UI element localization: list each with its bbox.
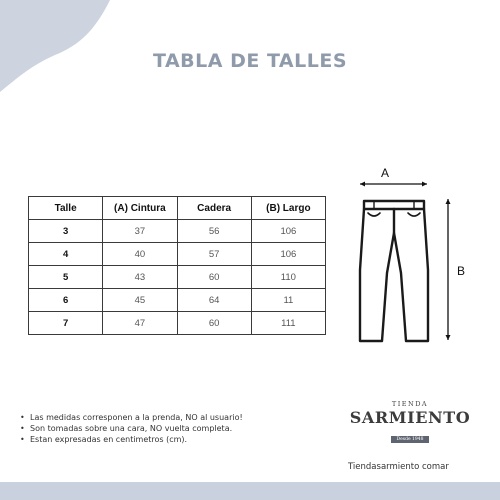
cell-talle: 5 bbox=[29, 266, 103, 289]
decorative-blob bbox=[0, 0, 120, 95]
length-arrow bbox=[446, 199, 451, 340]
cell-cintura: 40 bbox=[103, 243, 177, 266]
table-row bbox=[29, 243, 326, 266]
note-item: • Son tomadas sobre una cara, NO vuelta completa. bbox=[20, 423, 320, 434]
cell-cintura: 37 bbox=[103, 220, 177, 243]
table-header-row bbox=[29, 197, 326, 220]
note-item: • Las medidas corresponen a la prenda, NO al usuario! bbox=[20, 412, 320, 423]
cell-talle: 4 bbox=[29, 243, 103, 266]
logo-big-text: SARMIENTO bbox=[349, 408, 471, 427]
cell-largo: 106 bbox=[251, 243, 325, 266]
cell-largo: 106 bbox=[251, 220, 325, 243]
cell-talle: 7 bbox=[29, 312, 103, 335]
cell-talle: 6 bbox=[29, 289, 103, 312]
table-row bbox=[29, 289, 326, 312]
cell-cadera: 60 bbox=[177, 266, 251, 289]
width-arrow bbox=[360, 182, 427, 187]
cell-cintura: 47 bbox=[103, 312, 177, 335]
notes-list bbox=[20, 412, 320, 445]
brand-logo bbox=[345, 400, 475, 445]
cell-largo: 110 bbox=[251, 266, 325, 289]
website-text: Tiendasarmiento comar bbox=[348, 462, 449, 472]
table-row bbox=[29, 312, 326, 335]
cell-cadera: 60 bbox=[177, 312, 251, 335]
header-largo: (B) Largo bbox=[251, 197, 325, 220]
cell-talle: 3 bbox=[29, 220, 103, 243]
header-cintura: (A) Cintura bbox=[103, 197, 177, 220]
cell-cintura: 43 bbox=[103, 266, 177, 289]
note-item: • Estan expresadas en centimetros (cm). bbox=[20, 434, 320, 445]
logo-ribbon: Desde 1948 bbox=[391, 436, 428, 443]
cell-largo: 111 bbox=[251, 312, 325, 335]
cell-largo: 11 bbox=[251, 289, 325, 312]
pants-icon bbox=[360, 201, 428, 341]
cell-cadera: 57 bbox=[177, 243, 251, 266]
table-row bbox=[29, 266, 326, 289]
logo-small-text: TIENDA bbox=[391, 400, 429, 408]
label-a: A bbox=[380, 166, 390, 180]
label-b: B bbox=[456, 264, 466, 278]
cell-cintura: 45 bbox=[103, 289, 177, 312]
header-talle: Talle bbox=[29, 197, 103, 220]
header-cadera: Cadera bbox=[177, 197, 251, 220]
pants-diagram bbox=[350, 165, 475, 355]
page-title: TABLA DE TALLES bbox=[152, 50, 348, 72]
table-row bbox=[29, 220, 326, 243]
cell-cadera: 64 bbox=[177, 289, 251, 312]
cell-cadera: 56 bbox=[177, 220, 251, 243]
size-table bbox=[28, 196, 326, 335]
bottom-bar bbox=[0, 482, 500, 500]
